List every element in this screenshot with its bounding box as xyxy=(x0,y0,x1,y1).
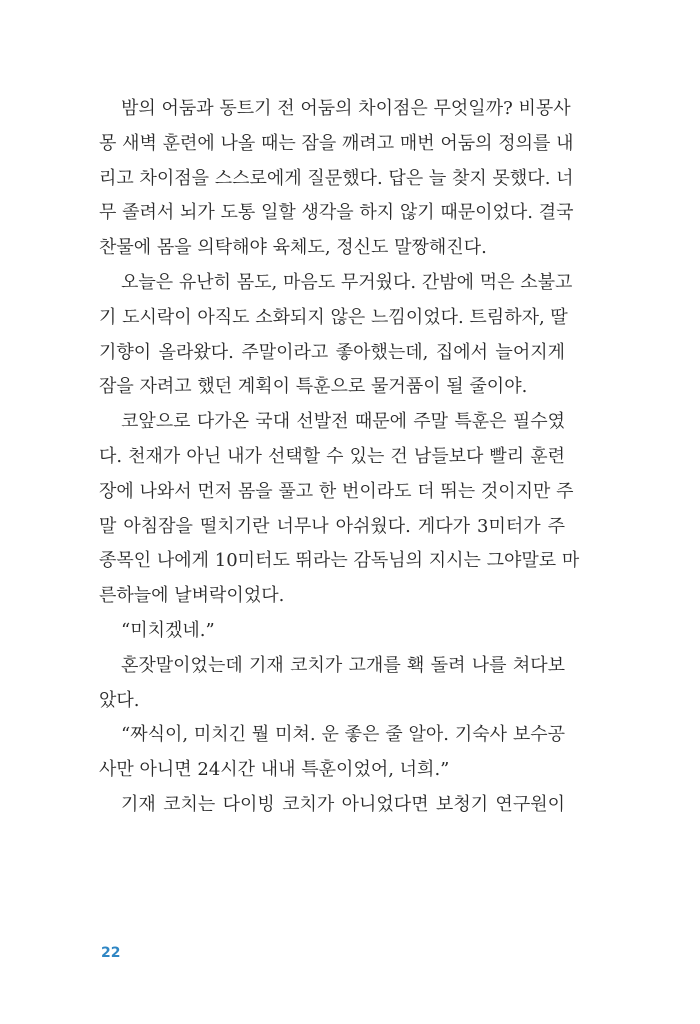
text-line: 리고 차이점을 스스로에게 질문했다. 답은 늘 찾지 못했다. 너 xyxy=(99,167,574,189)
text-line: 기 도시락이 아직도 소화되지 않은 느낌이었다. 트림하자, 딸 xyxy=(99,306,568,328)
body-text xyxy=(99,92,580,823)
text-line: 말 아침잠을 떨치기란 너무나 아쉬웠다. 게다가 3미터가 주 xyxy=(99,515,565,537)
text-line: 기향이 올라왔다. 주말이라고 좋아했는데, 집에서 늘어지게 xyxy=(99,341,565,363)
text-line: 밤의 어둠과 동트기 전 어둠의 차이점은 무엇일까? 비몽사 xyxy=(121,98,571,119)
text-line: 코앞으로 다가온 국대 선발전 때문에 주말 특훈은 필수였 xyxy=(121,411,565,433)
text-line: 몽 새벽 훈련에 나올 때는 잠을 깨려고 매번 어둠의 정의를 내 xyxy=(99,132,574,154)
text-line: 았다. xyxy=(99,689,140,711)
text-line: 무 졸려서 뇌가 도통 일할 생각을 하지 않기 때문이었다. 결국 xyxy=(99,202,574,224)
text-line: 다. 천재가 아닌 내가 선택할 수 있는 건 남들보다 빨리 훈련 xyxy=(99,445,565,467)
text-line: 찬물에 몸을 의탁해야 육체도, 정신도 말짱해진다. xyxy=(99,237,487,259)
text-line: 기재 코치는 다이빙 코치가 아니었다면 보청기 연구원이 xyxy=(121,793,565,815)
text-line: 종목인 나에게 10미터도 뛰라는 감독님의 지시는 그야말로 마 xyxy=(99,550,580,572)
text-line: 장에 나와서 먼저 몸을 풀고 한 번이라도 더 뛰는 것이지만 주 xyxy=(99,480,574,502)
text-line: “짜식이, 미치긴 뭘 미쳐. 운 좋은 줄 알아. 기숙사 보수공 xyxy=(121,724,565,746)
text-line: 잠을 자려고 했던 계획이 특훈으로 물거품이 될 줄이야. xyxy=(99,376,528,398)
text-line: “미치겠네.” xyxy=(121,619,215,641)
text-line: 른하늘에 날벼락이었다. xyxy=(99,585,285,607)
text-line: 오늘은 유난히 몸도, 마음도 무거웠다. 간밤에 먹은 소불고 xyxy=(121,271,573,293)
page-number: 22 xyxy=(101,945,121,961)
text-line: 사만 아니면 24시간 내내 특훈이었어, 너희.” xyxy=(99,759,450,781)
text-line: 혼잣말이었는데 기재 코치가 고개를 홱 돌려 나를 쳐다보 xyxy=(121,654,565,676)
